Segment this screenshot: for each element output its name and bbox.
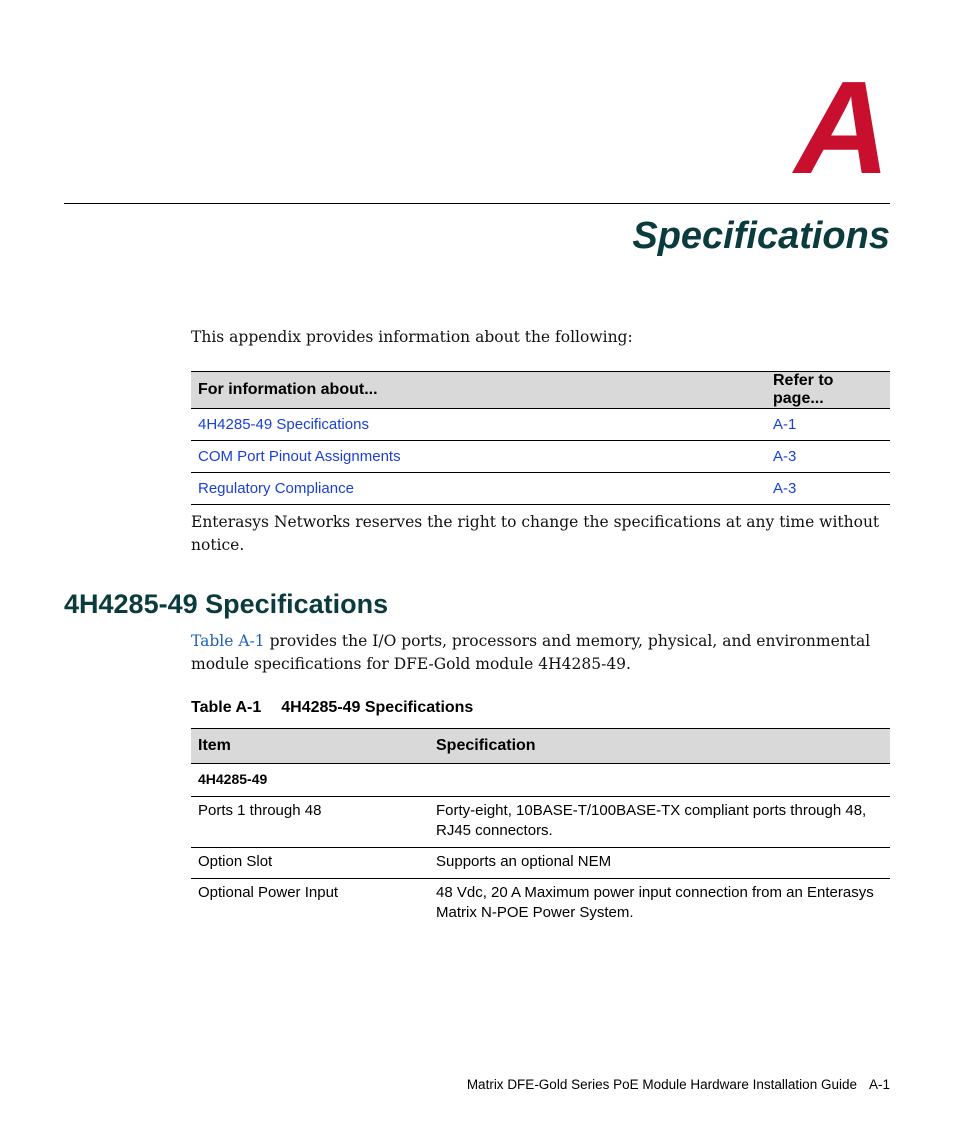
footer-page-number: A-1 (868, 1077, 890, 1092)
reference-table (191, 371, 890, 505)
section-paragraph-text: provides the I/O ports, processors and memory, physical, and environmental module specifications for DFE-Gold module 4H4285-49. (191, 632, 871, 673)
topic-cell (191, 441, 766, 473)
header-specification: Specification (429, 729, 890, 764)
group-empty-cell (429, 764, 890, 797)
specifications-table (191, 728, 890, 929)
page-cell (766, 441, 890, 473)
section-heading: 4H4285-49 Specifications (64, 589, 389, 619)
item-cell: Ports 1 through 48 (191, 797, 429, 848)
spec-cell: Forty-eight, 10BASE-T/100BASE-TX compliant ports through 48, RJ45 connectors. (429, 797, 890, 848)
header-page: Refer to page... (766, 372, 890, 409)
table-reference-link[interactable]: Table A-1 (191, 632, 265, 650)
table-caption (191, 697, 473, 719)
chapter-letter: A (794, 54, 890, 201)
table-caption-number: Table A-1 (191, 699, 262, 716)
topic-cell (191, 409, 766, 441)
page-link[interactable]: A-3 (773, 448, 797, 465)
topic-link[interactable]: COM Port Pinout Assignments (198, 448, 401, 465)
header-item: Item (191, 729, 429, 764)
table-row (191, 441, 890, 473)
topic-link[interactable]: Regulatory Compliance (198, 480, 354, 497)
intro-paragraph: This appendix provides information about the following: (191, 328, 633, 346)
group-label: 4H4285-49 (191, 764, 429, 797)
footer-title: Matrix DFE-Gold Series PoE Module Hardware Installation Guide (466, 1077, 857, 1092)
specifications-header-row (191, 729, 890, 764)
section-paragraph (191, 630, 881, 676)
table-row (191, 409, 890, 441)
table-row (191, 473, 890, 505)
group-row (191, 764, 890, 797)
page-cell (766, 409, 890, 441)
table-row (191, 848, 890, 879)
spec-cell: Supports an optional NEM (429, 848, 890, 879)
table-row (191, 879, 890, 930)
spec-cell: 48 Vdc, 20 A Maximum power input connection from an Enterasys Matrix N-POE Power System. (436, 884, 874, 921)
topic-cell (191, 473, 766, 505)
table-caption-title: 4H4285-49 Specifications (281, 699, 474, 716)
page-link[interactable]: A-3 (773, 480, 797, 497)
header-topic: For information about... (191, 372, 766, 409)
notice-paragraph: Enterasys Networks reserves the right to change the specifications at any time without notice. (191, 513, 880, 554)
page-link[interactable]: A-1 (773, 416, 797, 433)
reference-table-header-row (191, 372, 890, 409)
chapter-title: Specifications (632, 215, 890, 257)
item-cell: Optional Power Input (198, 884, 339, 901)
chapter-rule (64, 203, 890, 204)
page-footer (467, 1075, 890, 1095)
table-row (191, 797, 890, 848)
topic-link[interactable]: 4H4285-49 Specifications (198, 416, 369, 433)
item-cell: Option Slot (191, 848, 429, 879)
page-cell (766, 473, 890, 505)
